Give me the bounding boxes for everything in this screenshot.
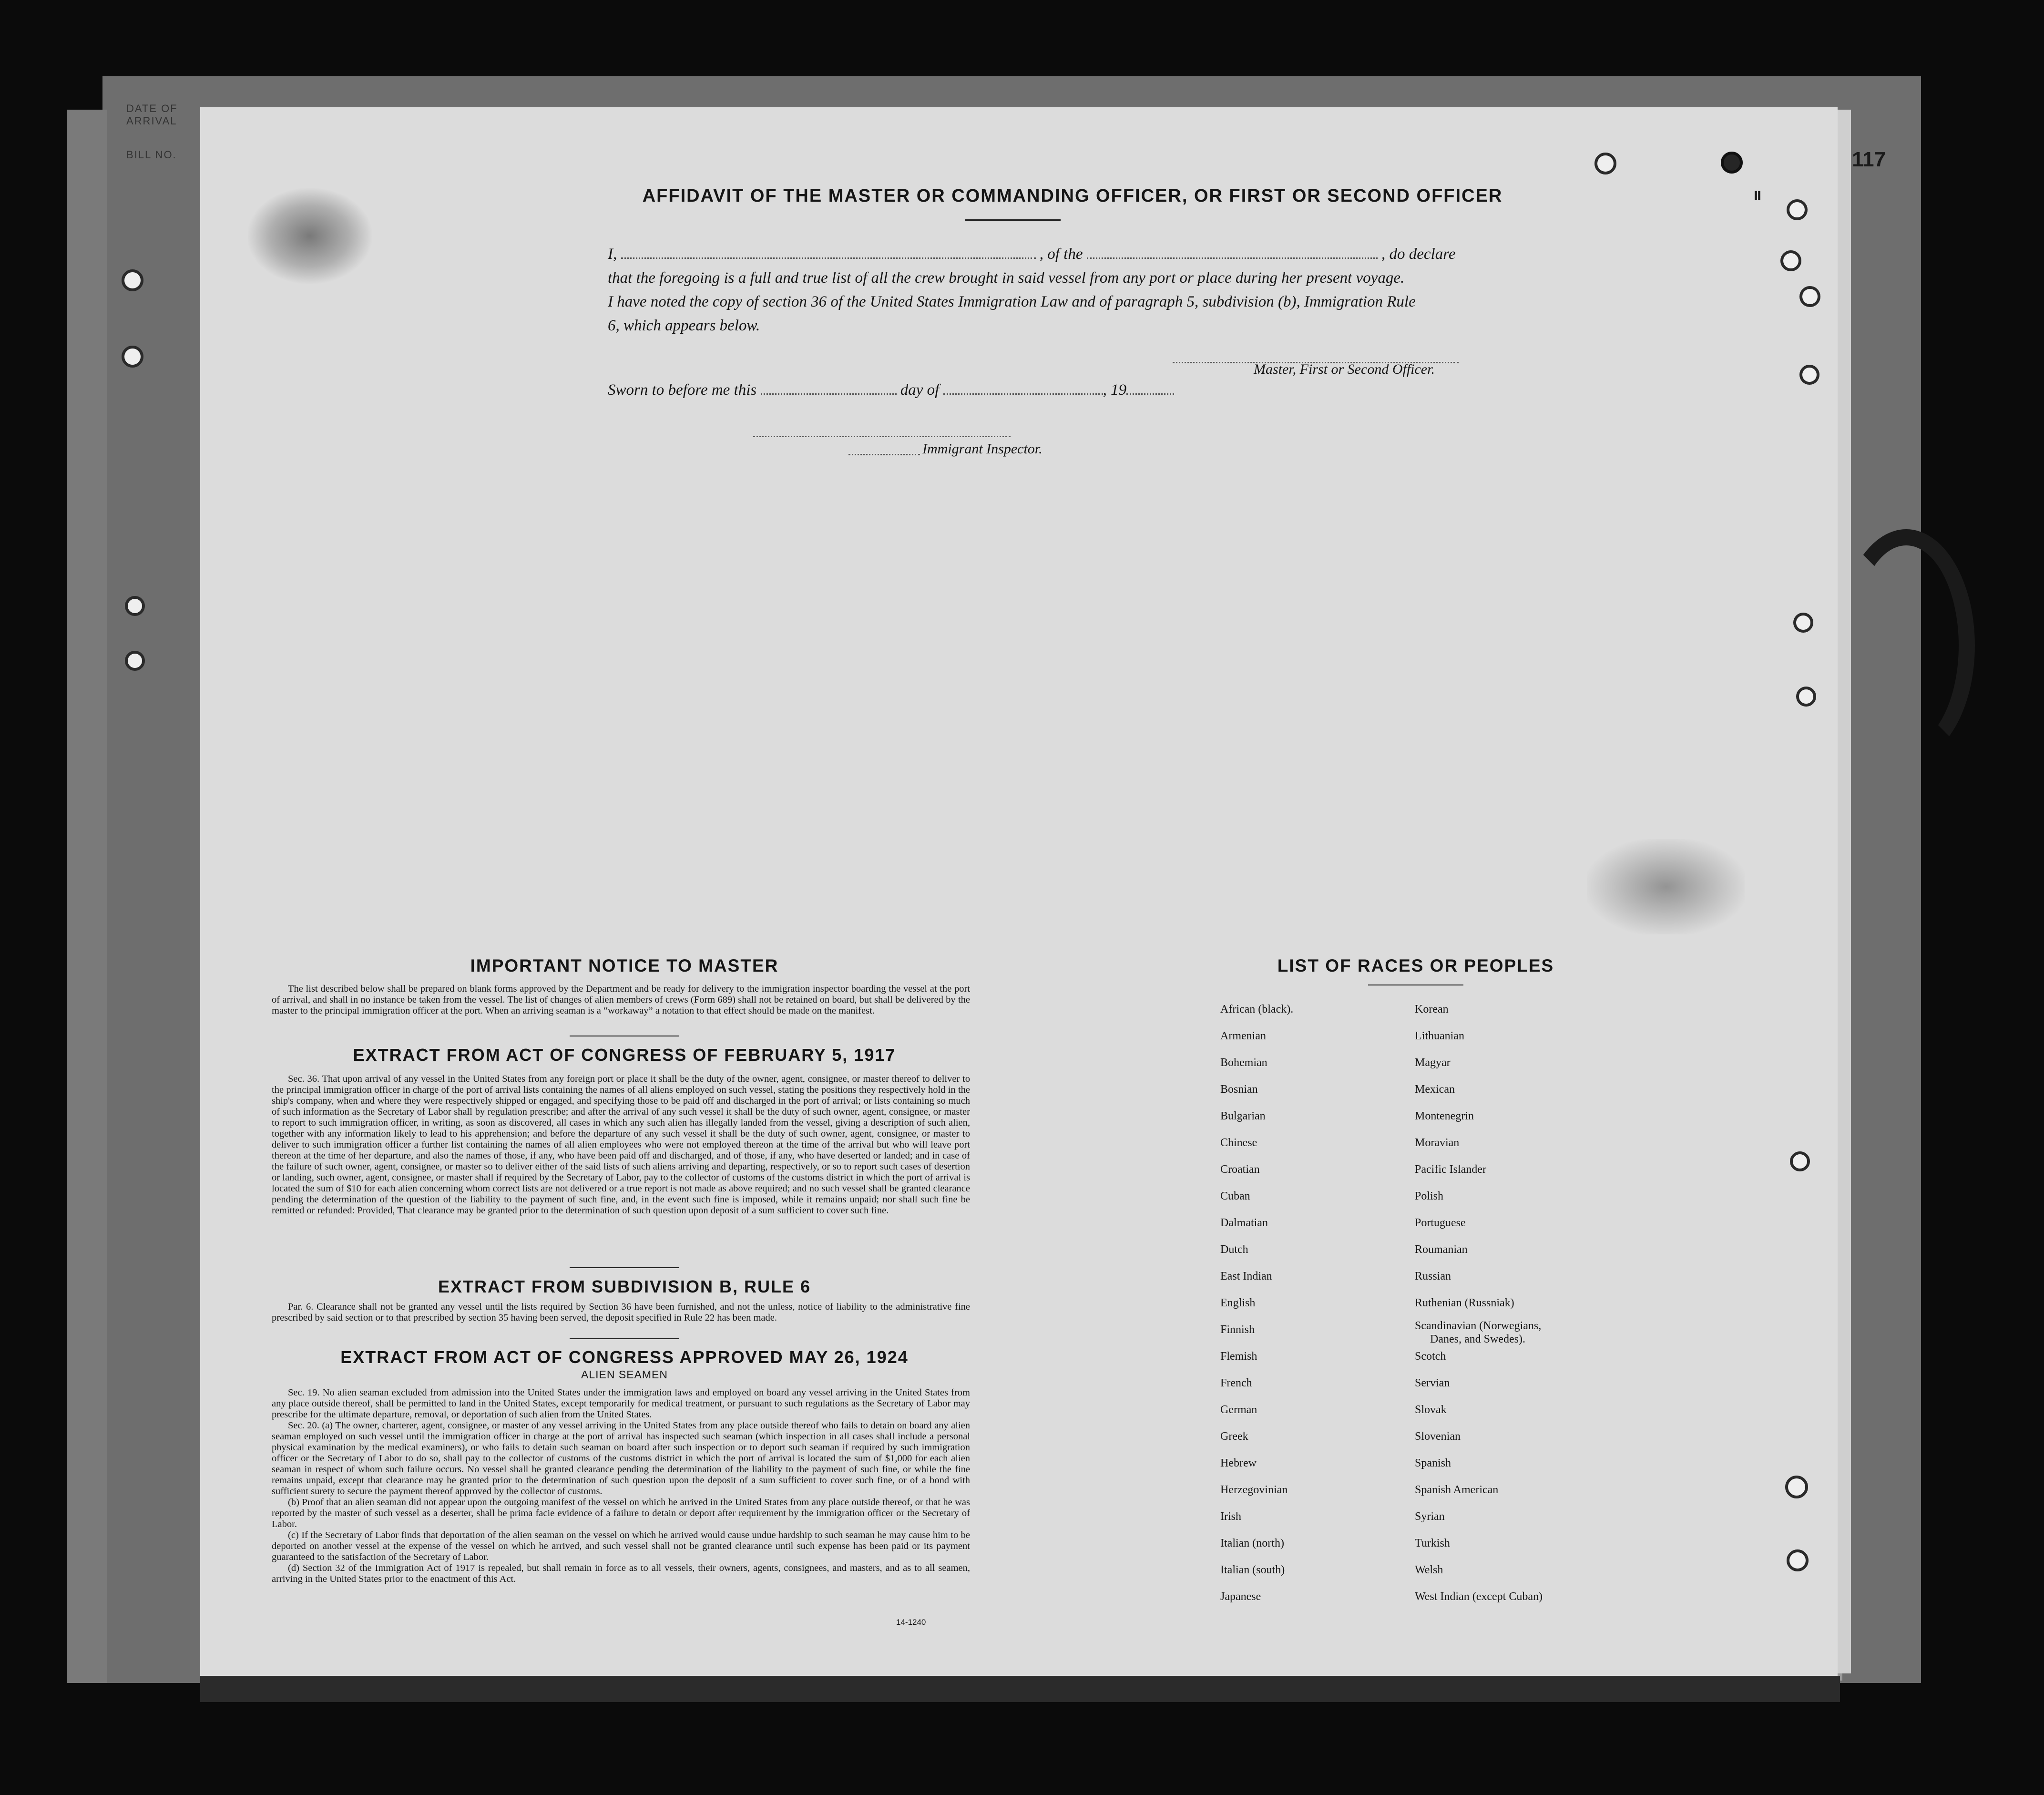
- race-left-item: Bohemian: [1220, 1056, 1267, 1069]
- punch-hole: [1790, 1151, 1810, 1171]
- race-left-item: Chinese: [1220, 1137, 1257, 1149]
- race-right-item: Spanish: [1415, 1457, 1451, 1469]
- race-right-item: Mexican: [1415, 1083, 1455, 1096]
- punch-hole: [1799, 365, 1819, 385]
- left-margin-strip: [67, 110, 107, 1683]
- race-right-item: Welsh: [1415, 1564, 1443, 1576]
- extract-1917-body: Sec. 36. That upon arrival of any vessel in the United States from any foreign port or place it shall be the duty of the owner, agent, consignee, or master thereof to deliver to the principal immigration officer in charge of the port of arrival lists containing the names of all aliens employed on such vessel, stating the positions they respectively hold in the ship's company, when and where they were respectively shipped or engaged, and specifying those to be paid off and discharged in the port of arrival; or lists containing so much of such information as the Secretary of Labor shall by regulation prescribe; and after the arrival of any such vessel it shall be the duty of such owner, agent, consignee, or master to report to such immigration officer, in writing, as soon as discovered, all cases in which any such alien has illegally landed from the vessel, giving a description of such alien, together with any information likely to lead to his apprehension; and before the departure of any such vessel it shall be the duty of such owner, agent, consignee, or master to deliver to such immigration officer a further list containing the names of all alien employees who were not employed thereon at the time of the arrival but who will leave port thereon at the time of her departure, and also the names of those, if any, who have been paid off and discharged, and of those, if any, who have deserted or landed; and in case of the failure of such owner, agent, consignee, or master so to deliver either of the said lists of such aliens arriving and departing, respectively, or so to report such cases of desertion or landing, such owner, agent, consignee, or master shall if required by the Secretary of Labor, pay to the collector of customs of the customs district in which the port of arrival is located the sum of $10 for each alien concerning whom correct lists are not delivered or a true report is not made as above required; and no such vessel shall be granted clearance pending the determination of the question of the liability to the payment of such fine, and, in the event such fine is imposed, while it remains unpaid; nor shall such fine be remitted or refunded: Provided, That clearance may be granted prior to the determination of such question upon deposit of a sum sufficient to cover such fine.: [272, 1074, 970, 1216]
- affidavit-title: AFFIDAVIT OF THE MASTER OR COMMANDING OFFICER, OR FIRST OR SECOND OFFICER: [642, 186, 1503, 206]
- race-right-item: Spanish American: [1415, 1484, 1499, 1496]
- sworn-line: [608, 381, 1466, 399]
- sworn-day-of: day of: [900, 381, 940, 399]
- inspector-lead-line: [848, 442, 920, 455]
- sec-19: Sec. 19. No alien seaman excluded from admission into the United States under the immigration laws and employed on board any vessel arriving in the United States from any place outside thereof, shall be permitted to land in the United States, except temporarily for medical treatment, or pursuant to such regulations as the Secretary of Labor may prescribe for the ultimate departure, removal, or deportation of such alien from the United States.: [272, 1387, 970, 1420]
- sec-20a: Sec. 20. (a) The owner, charterer, agent, consignee, or master of any vessel arriving in the United States from any place outside thereof who fails to detain on board any alien seaman employed on such vessel until the immigration officer in charge at the port of arrival has inspected such seaman (which inspection in all cases shall include a personal physical examination by the medical examiners), or who fails to detain such seaman on board after such inspection or to deport such seaman if required by such immigration officer or the Secretary of Labor to do so, shall pay to the collector of customs of the customs district in which the port of arrival is located the sum of $1,000 for each alien seaman in respect of whom such failure occurs. No vessel shall be granted clearance pending the determination of the liability to the payment of such fine, or while the fine remains unpaid, except that clearance may be granted prior to the determination of such question upon the deposit of a sum sufficient to cover such fine, or of a bond with sufficient surety to secure the payment thereof approved by the collector of customs.: [272, 1420, 970, 1497]
- punch-hole: [125, 596, 145, 616]
- race-left-item: Flemish: [1220, 1350, 1257, 1363]
- race-left-item: Finnish: [1220, 1323, 1255, 1336]
- race-left-item: Italian (north): [1220, 1537, 1284, 1549]
- pencil-circle-mark: [1838, 529, 1975, 762]
- race-left-item: Greek: [1220, 1430, 1248, 1443]
- race-right-item: Portuguese: [1415, 1217, 1466, 1229]
- punch-hole: [1721, 152, 1743, 174]
- sworn-year-blank: [1126, 382, 1174, 395]
- punch-hole: [122, 269, 143, 291]
- punch-hole: [1796, 687, 1816, 707]
- punch-hole: [1787, 1549, 1809, 1571]
- sworn-prefix: Sworn to before me this: [608, 381, 757, 399]
- punch-hole: [1787, 199, 1808, 220]
- punch-hole: [1594, 153, 1616, 174]
- race-left-item: Japanese: [1220, 1590, 1261, 1603]
- race-left-item: French: [1220, 1377, 1252, 1389]
- name-blank: [621, 246, 1036, 259]
- punch-hole: [1785, 1476, 1808, 1498]
- race-right-item: Slovenian: [1415, 1430, 1461, 1443]
- extract-1924-title: EXTRACT FROM ACT OF CONGRESS APPROVED MAY 26, 1924: [340, 1347, 909, 1367]
- race-left-item: African (black).: [1220, 1003, 1294, 1015]
- race-right-item: Magyar: [1415, 1056, 1451, 1069]
- affidavit-i: I,: [608, 246, 617, 263]
- race-right-item: Lithuanian: [1415, 1030, 1464, 1042]
- race-right-item: Moravian: [1415, 1137, 1460, 1149]
- race-right-item: Russian: [1415, 1270, 1451, 1282]
- race-left-item: Dalmatian: [1220, 1217, 1268, 1229]
- race-left-item: Hebrew: [1220, 1457, 1257, 1469]
- punch-hole: [125, 651, 145, 671]
- affidavit-line-4: 6, which appears below.: [608, 317, 760, 334]
- section-rule: [570, 1338, 679, 1339]
- notice-body: The list described below shall be prepared on blank forms approved by the Department and be ready for delivery to the immigration inspector boarding the vessel at the port of arrival, and shall in no instance be taken from the vessel. The list of changes of alien members of crews (Form 689) shall not be retained on board, but shall be delivered by the master to the principal immigration officer at the port. When an arriving seaman is a “workaway” a notation to that effect should be made on the manifest.: [272, 984, 970, 1016]
- affidavit-of-the: , of the: [1039, 246, 1083, 263]
- race-left-item: East Indian: [1220, 1270, 1272, 1282]
- race-right-continuation: Danes, and Swedes).: [1430, 1333, 1525, 1345]
- vessel-blank: [1087, 246, 1378, 259]
- race-left-item: Dutch: [1220, 1243, 1248, 1256]
- affidavit-line-2: that the foregoing is a full and true list of all the crew brought in said vessel from any port or place during her present voyage.: [608, 269, 1405, 287]
- race-right-item: Servian: [1415, 1377, 1450, 1389]
- extract-rule6-body: Par. 6. Clearance shall not be granted any vessel until the lists required by Section 36 have been furnished, and not the unless, notice of liability to the administrative fine prescribed by said section or to that prescribed by section 35 having been served, the deposit specified in Rule 22 has been made.: [272, 1302, 970, 1323]
- folio-number: 117: [1852, 148, 1886, 171]
- race-left-item: Croatian: [1220, 1163, 1260, 1176]
- master-signature-label: Master, First or Second Officer.: [1254, 361, 1435, 377]
- race-right-item: Korean: [1415, 1003, 1449, 1015]
- sheet-edge: [1838, 110, 1851, 1673]
- inspector-label: Immigrant Inspector.: [922, 441, 1042, 457]
- races-title: LIST OF RACES OR PEOPLES: [1277, 956, 1554, 975]
- race-right-item: West Indian (except Cuban): [1415, 1590, 1543, 1603]
- race-left-item: German: [1220, 1404, 1257, 1416]
- bottom-shadow: [200, 1676, 1840, 1702]
- race-right-item: Scotch: [1415, 1350, 1446, 1363]
- race-right-item: Ruthenian (Russniak): [1415, 1297, 1514, 1309]
- ink-smudge: [1587, 839, 1745, 934]
- race-left-item: Herzegovinian: [1220, 1484, 1288, 1496]
- race-right-item: Roumanian: [1415, 1243, 1468, 1256]
- extract-1917-title: EXTRACT FROM ACT OF CONGRESS OF FEBRUARY 5, 1917: [353, 1045, 896, 1065]
- race-right-item: Syrian: [1415, 1510, 1445, 1523]
- race-left-item: Armenian: [1220, 1030, 1266, 1042]
- notice-title: IMPORTANT NOTICE TO MASTER: [470, 956, 779, 975]
- sworn-day-blank: [761, 382, 897, 395]
- race-left-item: Irish: [1220, 1510, 1241, 1523]
- stub-label-bill: BILL NO.: [126, 149, 177, 161]
- form-number: 14-1240: [896, 1618, 926, 1627]
- race-right-item: Montenegrin: [1415, 1110, 1474, 1122]
- section-rule: [570, 1267, 679, 1268]
- race-right-item: Pacific Islander: [1415, 1163, 1486, 1176]
- affidavit-do-declare: , do declare: [1381, 246, 1456, 263]
- race-left-item: English: [1220, 1297, 1256, 1309]
- extract-1924-body: [272, 1387, 970, 1585]
- race-right-item: Scandinavian (Norwegians,: [1415, 1320, 1542, 1332]
- race-left-item: Bosnian: [1220, 1083, 1258, 1096]
- affidavit-line-3: I have noted the copy of section 36 of the United States Immigration Law and of paragraph 5, subdivision (b), Immigration Rule: [608, 293, 1416, 310]
- sworn-month-blank: [943, 382, 1103, 395]
- race-left-item: Cuban: [1220, 1190, 1250, 1202]
- race-right-item: Slovak: [1415, 1404, 1447, 1416]
- title-rule: [965, 219, 1061, 221]
- punch-hole: [122, 346, 143, 368]
- sworn-year: , 19: [1103, 381, 1127, 399]
- race-left-item: Italian (south): [1220, 1564, 1285, 1576]
- punch-hole: [1799, 286, 1820, 307]
- ink-stamp: [248, 188, 372, 284]
- punch-hole: [1793, 613, 1813, 633]
- sec-20b: (b) Proof that an alien seaman did not appear upon the outgoing manifest of the vessel on which he arrived in the United States from any place outside thereof, or that he was reported by the master of such vessel as a deserter, shall be prima facie evidence of a failure to detain or deport after requirement by the immigration officer or the Secretary of Labor.: [272, 1497, 970, 1529]
- race-left-item: Bulgarian: [1220, 1110, 1266, 1122]
- pencil-mark: ᶦᶦ: [1754, 184, 1761, 211]
- punch-hole: [1780, 250, 1801, 271]
- inspector-signature-line: [753, 424, 1011, 437]
- sec-20c: (c) If the Secretary of Labor finds that deportation of the alien seaman on the vessel on which he arrived would cause undue hardship to such seaman he may cause him to be deported on another vessel at the expense of the vessel on which he arrived, and such vessel shall not be granted clearance until such expense has been paid or its payment guaranteed to the satisfaction of the Secretary of Labor.: [272, 1530, 970, 1562]
- race-right-item: Turkish: [1415, 1537, 1450, 1549]
- sec-20d: (d) Section 32 of the Immigration Act of 1917 is repealed, but shall remain in force as to all vessels, their owners, agents, consignees, and masters, and as to all seamen, arriving in the United States prior to the enactment of this Act.: [272, 1563, 970, 1584]
- extract-rule6-title: EXTRACT FROM SUBDIVISION B, RULE 6: [438, 1277, 811, 1296]
- stub-label-date: DATE OF ARRIVAL: [126, 103, 178, 127]
- extract-1924-subtitle: ALIEN SEAMEN: [581, 1368, 668, 1381]
- affidavit-line-1: [608, 246, 1466, 263]
- race-right-item: Polish: [1415, 1190, 1444, 1202]
